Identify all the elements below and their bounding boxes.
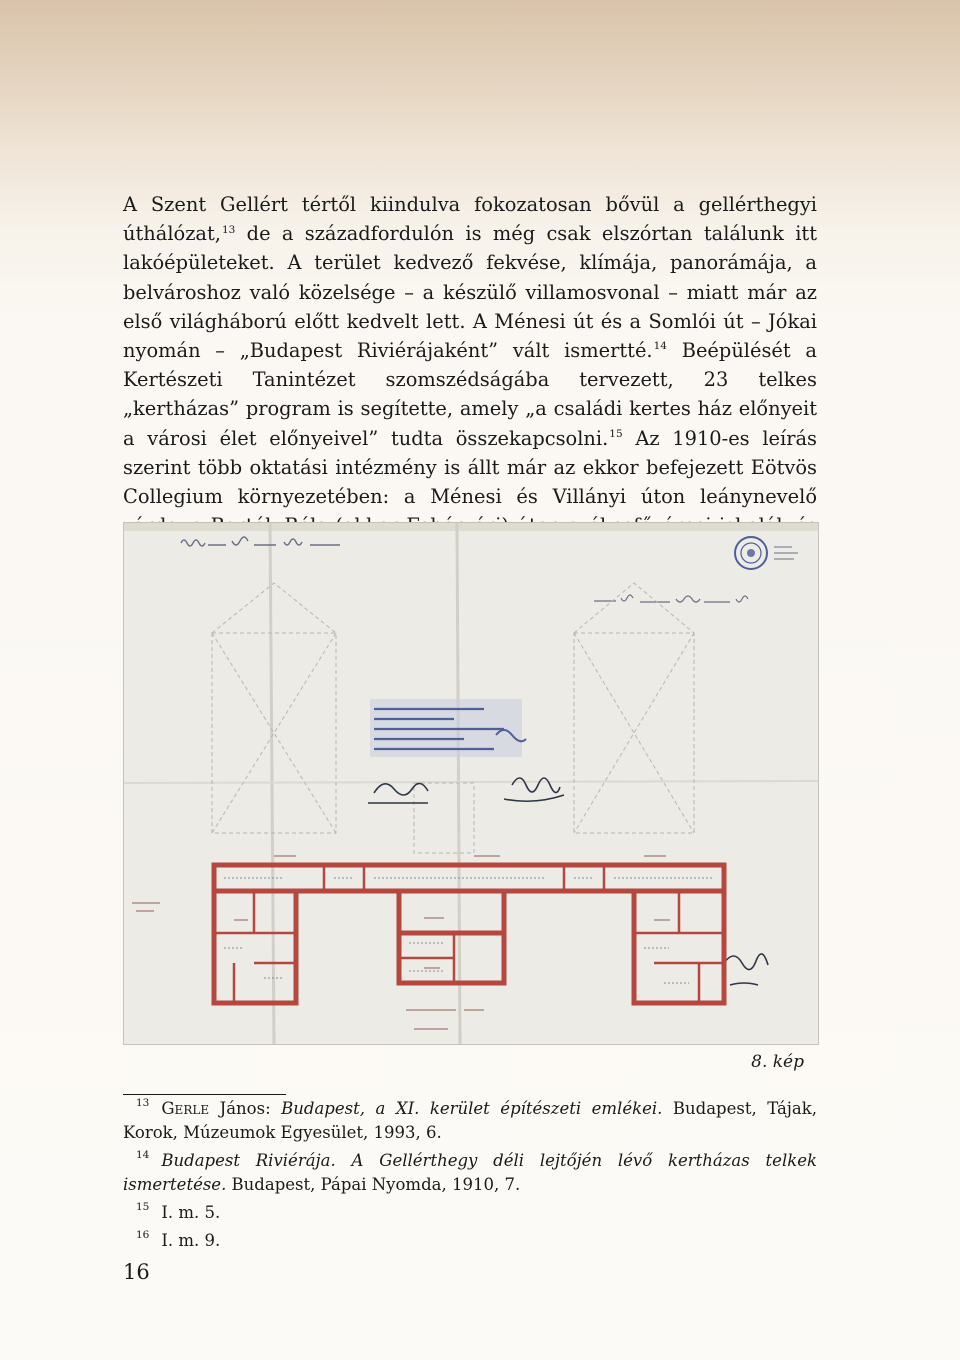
footnote-author: Gerle	[161, 1099, 210, 1118]
footnote-divider	[123, 1094, 286, 1095]
footnote-rest: Budapest, Tájak, Korok, Múzeumok Egyesület, 1993, 6.	[123, 1099, 817, 1142]
footnote-ref-15[interactable]: 15	[609, 428, 623, 441]
floor-plan-drawing	[124, 523, 818, 1044]
text-segment-3: Beépülését a Kertészeti Tanintézet szomszédságába tervezett, 23 telkes „kertházas” program is segítette, amely „a családi kertes ház előnyeit a városi élet előnyeivel” tudta összekapcsolni.	[123, 339, 817, 450]
footnote-rest: Budapest, Pápai Nyomda, 1910, 7.	[226, 1175, 521, 1194]
text-segment-2: de a századfordulón is még csak elszórtan találunk itt lakóépületeket. A terület kedvező fekvése, klímája, panorámája, a belvároshoz való közelsége – a készülő villamosvonal – miatt már az első világháború előtt kedvelt lett. A Ménesi út és a Somlói út – Jókai nyomán – „Budapest Riviérájaként” vált ismertté.	[123, 222, 817, 363]
footnote-title: Budapest Riviérája. A Gellérthegy déli lejtőjén lévő kertházas telkek ismertetése.	[123, 1151, 817, 1194]
footnote-number: 13	[136, 1097, 150, 1110]
footnote-15	[123, 1201, 817, 1225]
text-segment-1: A Szent Gellért tértől kiindulva fokozatosan bővül a gellérthegyi úthálózat,	[123, 193, 817, 246]
footnote-text: I. m. 5.	[161, 1203, 221, 1222]
footnote-number: 14	[136, 1149, 150, 1162]
floor-plan-image	[123, 522, 819, 1045]
figure-caption: 8. kép	[751, 1052, 804, 1072]
footnote-title: Budapest, a XI. kerület építészeti emlékei.	[281, 1099, 663, 1118]
footnote-14	[123, 1149, 817, 1197]
footnote-number: 15	[136, 1201, 150, 1214]
footnote-number: 16	[136, 1229, 150, 1242]
text-segment-4: Az 1910-es leírás szerint több oktatási intézmény is állt már az ekkor befejezett Eötvös Collegium környezetében: a Ménesi és Villányi úton leánynevelő	[123, 426, 817, 509]
page-number: 16	[123, 1260, 150, 1284]
footnote-13	[123, 1097, 817, 1145]
main-paragraph	[123, 190, 817, 570]
paragraph-text	[123, 190, 817, 570]
registration-stamp	[370, 699, 526, 757]
footnote-ref-14[interactable]: 14	[653, 340, 667, 353]
plan-paper-edge	[124, 523, 818, 531]
footnote-16	[123, 1229, 817, 1253]
footnote-author-rest: János:	[209, 1099, 282, 1118]
footnote-text: I. m. 9.	[161, 1231, 221, 1250]
footnotes	[123, 1097, 817, 1257]
footnote-ref-13[interactable]: 13	[221, 223, 236, 236]
